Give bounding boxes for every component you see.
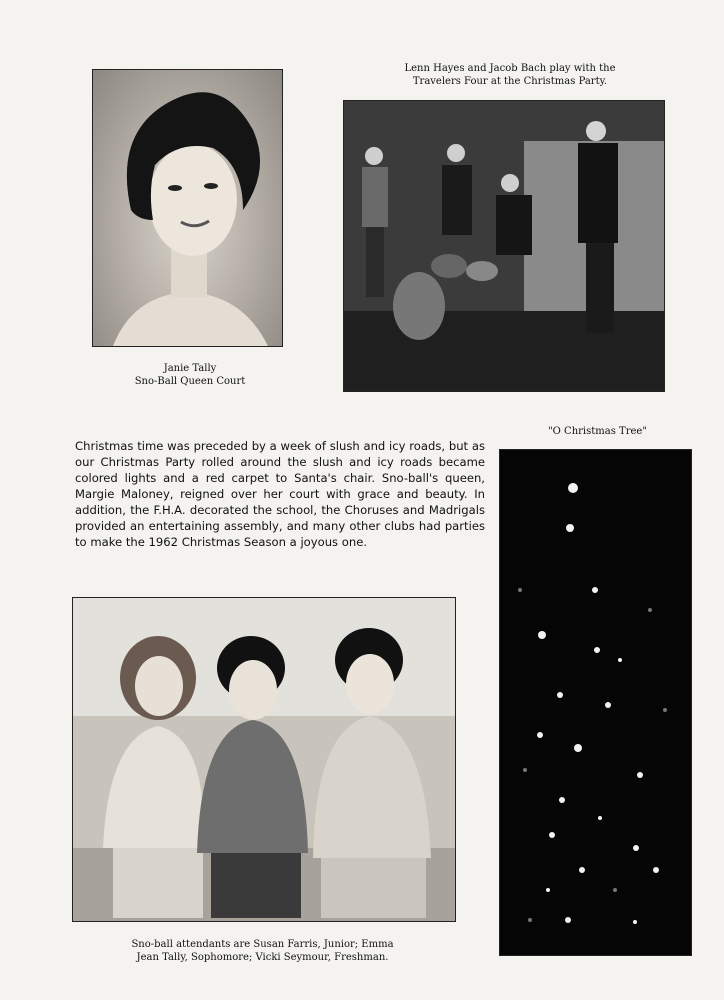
band-caption-line: Travelers Four at the Christmas Party.	[412, 76, 608, 87]
article-text: Christmas time was preceded by a week of slush and icy roads, but as our Christmas Party rolled around the slush and icy roads became colored lights and a red carpet to Santa's chair. Sno-ball's queen, Margie Maloney, reigned over her court with grace and beauty. In addition, the F.H.A. decorated the school, the Choruses and Madrigals provided an entertaining assembly, and many other clubs had parties to make the 1962 Christmas Season a joyous one.	[75, 439, 485, 549]
portrait-title: Sno-Ball Queen Court	[134, 376, 246, 387]
attendants-caption	[90, 938, 435, 964]
band-caption	[380, 62, 640, 88]
christmas-tree-photo	[499, 449, 692, 956]
band-illustration	[344, 101, 664, 391]
tree-lights-illustration	[500, 450, 691, 955]
tree-caption: "O Christmas Tree"	[548, 426, 647, 437]
portrait-name: Janie Tally	[163, 363, 217, 374]
band-photo	[343, 100, 665, 392]
attendants-illustration	[73, 598, 455, 921]
band-caption-line: Lenn Hayes and Jacob Bach play with the	[404, 63, 616, 74]
portrait-caption	[110, 362, 270, 388]
attendants-caption-line: Jean Tally, Sophomore; Vicki Seymour, Freshman.	[136, 952, 389, 963]
attendants-caption-line: Sno-ball attendants are Susan Farris, Junior; Emma	[131, 939, 394, 950]
portrait-photo	[92, 69, 283, 347]
portrait-illustration	[93, 70, 282, 346]
attendants-photo	[72, 597, 456, 922]
